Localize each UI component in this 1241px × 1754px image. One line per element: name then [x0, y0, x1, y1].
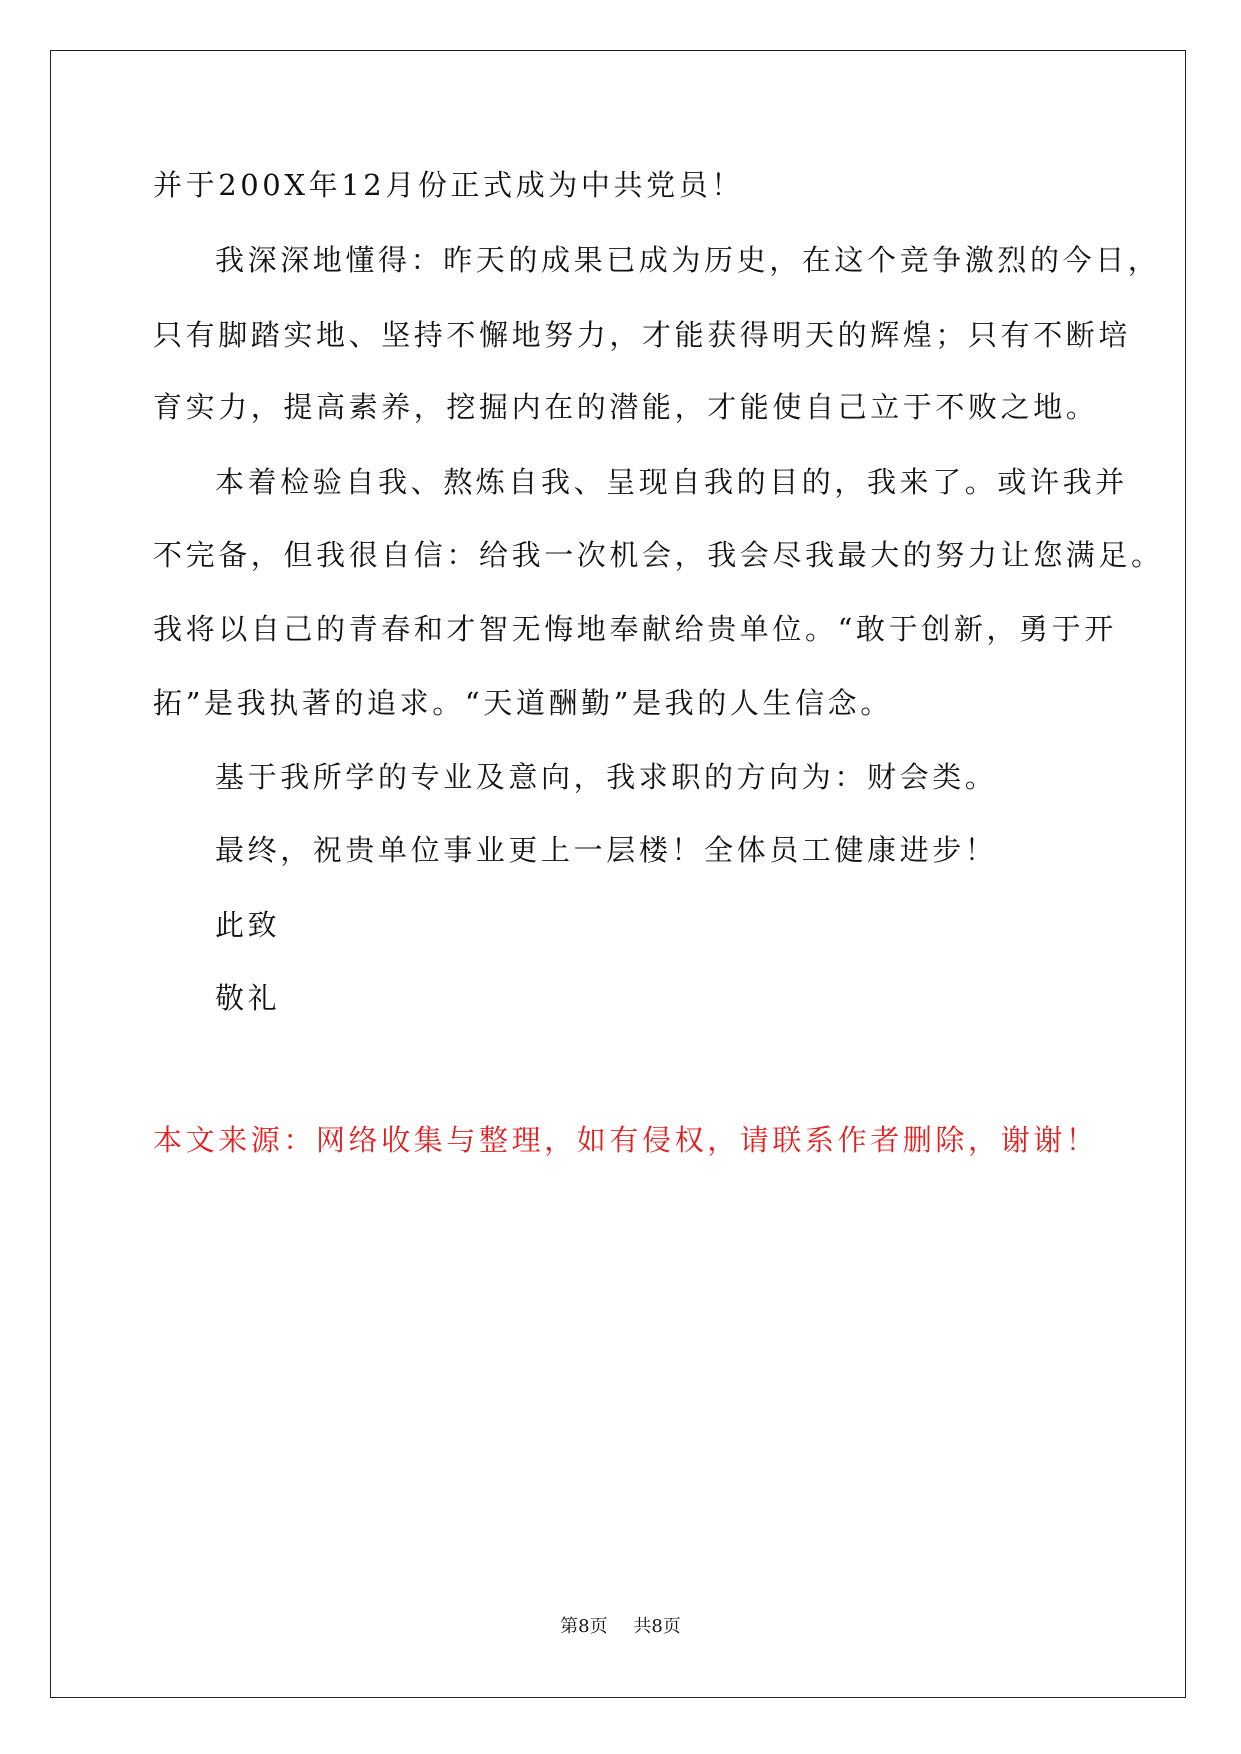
- page-frame: [50, 50, 1186, 1698]
- page-current: 第8页: [560, 1616, 608, 1637]
- paragraph-line: 拓”是我执著的追求。“天道酬勤”是我的人生信念。: [153, 686, 893, 720]
- paragraph-line: 育实力，提高素养，挖掘内在的潜能，才能使自己立于不败之地。: [153, 390, 1099, 424]
- paragraph-line: 我将以自己的青春和才智无悔地奉献给贵单位。“敢于创新，勇于开: [153, 612, 1117, 646]
- paragraph-line: 基于我所学的专业及意向，我求职的方向为：财会类。: [215, 760, 998, 794]
- paragraph-line: 只有脚踏实地、坚持不懈地努力，才能获得明天的辉煌；只有不断培: [153, 318, 1132, 352]
- paragraph-line: 并于200X年12月份正式成为中共党员！: [153, 168, 744, 202]
- page-footer: [0, 1612, 1241, 1638]
- paragraph-line: 不完备，但我很自信：给我一次机会，我会尽我最大的努力让您满足。: [153, 538, 1164, 572]
- closing-salutation: 此致: [215, 908, 281, 942]
- closing-regards: 敬礼: [215, 981, 281, 1015]
- page-total: 共8页: [633, 1616, 681, 1637]
- paragraph-line: 最终，祝贵单位事业更上一层楼！全体员工健康进步！: [215, 833, 998, 867]
- paragraph-line: 我深深地懂得：昨天的成果已成为历史，在这个竞争激烈的今日，: [215, 243, 1161, 277]
- paragraph-line: 本着检验自我、熬炼自我、呈现自我的目的，我来了。或许我并: [215, 465, 1128, 499]
- source-note: 本文来源：网络收集与整理，如有侵权，请联系作者删除，谢谢！: [153, 1123, 1099, 1157]
